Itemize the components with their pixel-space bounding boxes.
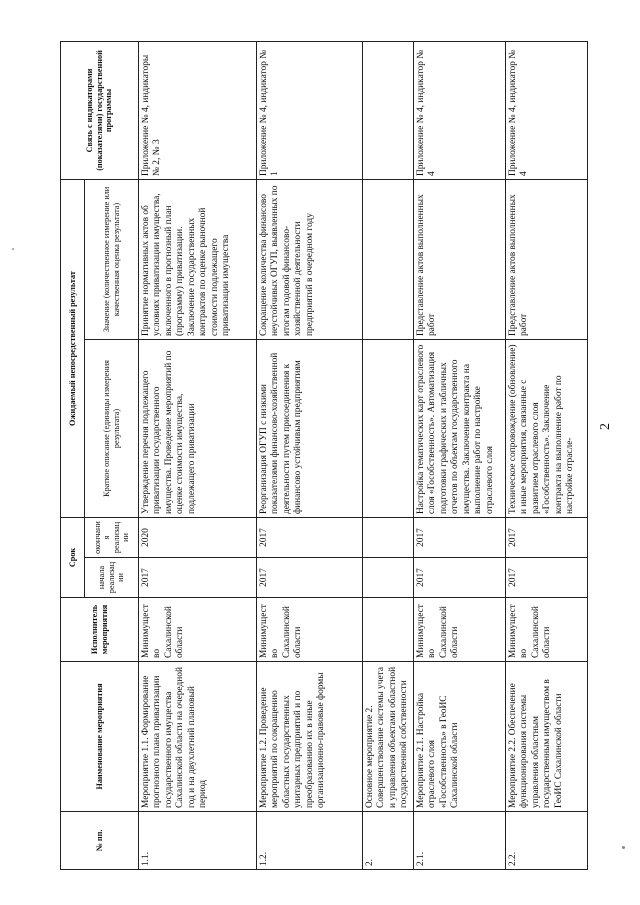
header-link: Связь с индикаторами (показателями) государственной программы — [61, 41, 139, 179]
header-name: Наименование мероприятия — [61, 662, 139, 812]
cell-name: Мероприятие 2.2. Обеспечение функционирования системы управления областным государственным имуществом в ГеоИС Сахалинской области — [505, 662, 587, 812]
header-result-value: Значение (количественное измерение или качественная оценка результата) — [85, 179, 139, 339]
document-table-container — [60, 42, 586, 870]
cell-name: Мероприятие 1.1. Формирование прогнозного плана приватизации государственного имущества Сахалинской области на очередной год и на двухлетний плановый период — [139, 662, 257, 812]
cell-result-desc: Утверждение перечня подлежащего приватизации государственного имущества. Проведение мероприятий по оценке стоимости имущества, подлежащего приватизации — [139, 340, 257, 518]
cell-num: 2. — [363, 812, 414, 870]
cell-name: Мероприятие 2.1. Настройка отраслевого слоя «Гособственность» в ГеоИС Сахалинской области — [413, 662, 505, 812]
table-row — [139, 41, 257, 869]
cell-result-value — [363, 179, 414, 339]
cell-num: 1.1. — [139, 812, 257, 870]
cell-executor: Минимущество Сахалинской области — [413, 598, 505, 662]
cell-result-desc: Техническое сопровождение (обновление) и иные мероприятия, связанные с развитием отраслевого слоя «Гособственность». Заключение контракта на выполнение работ по настройке отрасле- — [505, 340, 587, 518]
table-row — [413, 41, 505, 869]
cell-executor: Минимущество Сахалинской области — [257, 598, 363, 662]
cell-start — [363, 558, 414, 598]
cell-link: Приложение № 4, индикатор № 1 — [257, 41, 363, 179]
cell-link — [363, 41, 414, 179]
cell-link: Приложение № 4, индикатор № 4 — [413, 41, 505, 179]
header-result-desc: Краткое описание (единицы измерения результата) — [85, 340, 139, 518]
cell-end: 2017 — [413, 518, 505, 558]
cell-executor: Минимущество Сахалинской области — [505, 598, 587, 662]
table-row — [505, 41, 587, 869]
cell-result-value: Представление актов выполненных работ — [505, 179, 587, 339]
header-result: Ожидаемый непосредственный результат — [61, 179, 85, 517]
activities-table — [60, 41, 588, 870]
cell-result-desc: Реорганизация ОГУП с низкими показателями финансово-хозяйственной деятельности путем присоединения к финансово устойчивым предприятиям — [257, 340, 363, 518]
cell-start: 2017 — [505, 558, 587, 598]
cell-link: Приложение № 4, индикаторы № 2, № 3 — [139, 41, 257, 179]
cell-result-value: Принятие нормативных актов об условиях приватизации имущества, включенного в прогнозный план (программу) приватизации. Заключение государственных контрактов по оценке рыночной стоимости подлежащего приватизации имущества — [139, 179, 257, 339]
cell-num: 1.2. — [257, 812, 363, 870]
header-executor: Исполнитель мероприятия — [61, 598, 139, 662]
header-term-start: начала реализации — [85, 558, 139, 598]
cell-link: Приложение № 4, индикатор № 4 — [505, 41, 587, 179]
header-num: № пп. — [61, 812, 139, 870]
cell-name: Мероприятие 1.2. Проведение мероприятий по сокращению областных государственных унитарных предприятий и по преобразованию их в иные организационно-правовые формы — [257, 662, 363, 812]
cell-end — [363, 518, 414, 558]
cell-result-desc — [363, 340, 414, 518]
cell-result-desc: Настройка тематических карт отраслевого слоя «Гособственность». Автоматизация подготовки графических и табличных отчетов по объектам государственного имущества. Заключение контракта на выполнение работ по настройке отраслевого слоя — [413, 340, 505, 518]
cell-num: 2.1. — [413, 812, 505, 870]
cell-end: 2020 — [139, 518, 257, 558]
cell-result-value: Представление актов выполненных работ — [413, 179, 505, 339]
cell-result-value: Сокращение количества финансово неустойчивых ОГУП, выявленных по итогам годовой финансово-хозяйственной деятельности предприятий в очередном году — [257, 179, 363, 339]
header-row-1 — [61, 41, 85, 869]
cell-start: 2017 — [257, 558, 363, 598]
table-row — [363, 41, 414, 869]
cell-num: 2.2. — [505, 812, 587, 870]
table-row — [257, 41, 363, 869]
page-number: 2 — [598, 423, 613, 430]
cell-start: 2017 — [139, 558, 257, 598]
cell-end: 2017 — [505, 518, 587, 558]
cell-name: Основное мероприятие 2. Совершенствование системы учета и управления объектами областной государственной собственности — [363, 662, 414, 812]
cell-executor — [363, 598, 414, 662]
cell-executor: Минимущество Сахалинской области — [139, 598, 257, 662]
header-term-end: окончания реализации — [85, 518, 139, 558]
header-term: Срок — [61, 518, 85, 598]
cell-end: 2017 — [257, 518, 363, 558]
scan-speck — [622, 846, 625, 849]
scan-speck — [12, 248, 14, 250]
cell-start: 2017 — [413, 558, 505, 598]
